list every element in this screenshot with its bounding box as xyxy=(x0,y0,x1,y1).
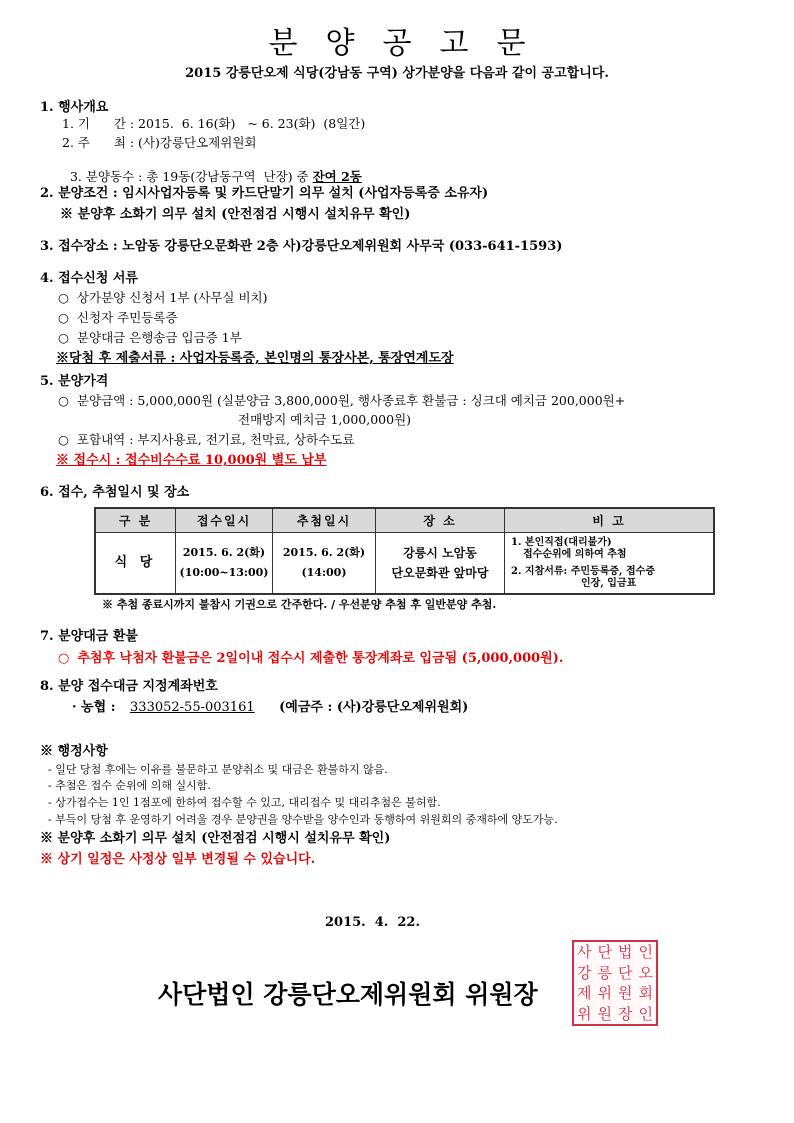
section-5-heading: 5. 분양가격 xyxy=(40,374,109,389)
refund-item: ○ 추첨후 낙첨자 환불금은 2일이내 접수시 제출한 통장계좌로 입금됨 (5,000,000원). xyxy=(58,647,563,666)
remark-line: 1. 본인직접(대리불가) xyxy=(511,536,612,548)
section-1-heading: 1. 행사개요 xyxy=(40,100,109,115)
section-6-heading: 6. 접수, 추첨일시 및 장소 xyxy=(40,485,190,500)
stamp-char: 오 xyxy=(638,963,653,982)
section-7-heading: 7. 분양대금 환불 xyxy=(40,629,138,644)
account-holder: (예금주 : (사)강릉단오제위원회) xyxy=(279,700,469,715)
stamp-char: 인 xyxy=(638,943,653,961)
table-row xyxy=(95,533,714,595)
col-remarks: 비 고 xyxy=(505,508,715,533)
schedule-table xyxy=(94,507,715,595)
host-line: 2. 주 최 : (사)강릉단오제위원회 xyxy=(62,135,257,150)
remark-line: 2. 지참서류: 주민등록증, 접수증 xyxy=(511,565,655,577)
period-line: 1. 기 간 : 2015. 6. 16(화) ~ 6. 23(화) (8일간) xyxy=(62,116,366,131)
admin-note-schedule-change: ※ 상기 일정은 사정상 일부 변경될 수 있습니다. xyxy=(40,852,316,867)
issue-date: 2015. 4. 22. xyxy=(325,915,420,930)
stamp-char: 사 xyxy=(577,943,592,961)
admin-heading: ※ 행정사항 xyxy=(40,744,108,759)
section-2-note: ※ 분양후 소화기 의무 설치 (안전점검 시행시 설치유무 확인) xyxy=(60,207,411,222)
account-number: 333052-55-003161 xyxy=(130,700,255,715)
units-text: 3. 분양동수 : 총 19동(강남동구역 난장) 중 xyxy=(69,169,313,184)
admin-item: - 부득이 당첨 후 운영하기 어려울 경우 분양권을 양수받을 양수인과 동행하여 위원회의 중재하에 양도가능. xyxy=(48,813,558,826)
subtitle: 2015 강릉단오제 식당(강남동 구역) 상가분양을 다음과 같이 공고합니다. xyxy=(185,66,609,81)
cell-draw xyxy=(273,533,376,595)
stamp-char: 원 xyxy=(597,1004,612,1023)
admin-item: - 상가접수는 1인 1점포에 한하여 접수할 수 있고, 대리접수 및 대리추첨은 불허함. xyxy=(48,796,441,809)
stamp-char: 강 xyxy=(577,963,592,982)
cell-reception xyxy=(176,533,273,595)
draw-date: 2015. 6. 2(화) xyxy=(282,546,366,559)
units-line xyxy=(62,152,362,185)
price-continuation: 전매방지 예치금 1,000,000원) xyxy=(238,412,412,427)
admin-item: - 일단 당첨 후에는 이유를 불문하고 분양취소 및 대금은 환불하지 않음. xyxy=(48,763,388,776)
section-8-heading: 8. 분양 접수대금 지정계좌번호 xyxy=(40,679,218,694)
section-3-heading: 3. 접수장소 : 노암동 강릉단오문화관 2층 사)강릉단오제위원회 사무국 (033-641-1593) xyxy=(40,239,563,254)
col-category: 구 분 xyxy=(95,508,176,533)
included-item: ○ 포함내역 : 부지사용료, 전기료, 천막료, 상하수도료 xyxy=(58,430,354,448)
admin-note-extinguisher: ※ 분양후 소화기 의무 설치 (안전점검 시행시 설치유무 확인) xyxy=(40,831,391,846)
page-title: 분양공고문 xyxy=(268,26,554,61)
reception-date: 2015. 6. 2(화) xyxy=(182,546,266,559)
cell-place xyxy=(376,533,505,595)
cell-remarks xyxy=(505,533,715,595)
price-item: ○ 분양금액 : 5,000,000원 (실분양금 3,800,000원, 행사종료후 환불금 : 싱크대 예치금 200,000원+ xyxy=(58,391,625,409)
place-line: 단오문화관 앞마당 xyxy=(391,566,489,580)
section-4-note: ※당첨 후 제출서류 : 사업자등록증, 본인명의 통장사본, 통장연계도장 xyxy=(56,351,454,366)
stamp-char: 장 xyxy=(618,1004,633,1023)
col-place: 장 소 xyxy=(376,508,505,533)
document-item: ○ 상가분양 신청서 1부 (사무실 비치) xyxy=(58,288,268,306)
document-item: ○ 신청자 주민등록증 xyxy=(58,308,178,326)
draw-time: (14:00) xyxy=(301,566,347,579)
remark-line: 인장, 입금표 xyxy=(581,577,637,589)
stamp-char: 제 xyxy=(577,984,592,1002)
bank-label: · 농협 : xyxy=(72,700,116,715)
stamp-char: 원 xyxy=(618,984,633,1002)
place-line: 강릉시 노암동 xyxy=(403,546,477,560)
col-draw: 추첨일시 xyxy=(273,508,376,533)
stamp-char: 단 xyxy=(618,963,633,982)
stamp-char: 인 xyxy=(638,1004,653,1023)
table-header-row xyxy=(95,508,714,533)
stamp-char: 릉 xyxy=(597,963,612,982)
remaining-units: 잔여 2동 xyxy=(312,169,362,184)
stamp-char: 회 xyxy=(638,984,653,1002)
stamp-char: 위 xyxy=(577,1004,592,1023)
stamp-char: 법 xyxy=(618,943,633,961)
stamp-char: 단 xyxy=(597,943,612,961)
remark-line: 접수순위에 의하여 추첨 xyxy=(523,548,627,560)
reception-time: (10:00~13:00) xyxy=(179,566,269,579)
cell-category: 식 당 xyxy=(95,533,176,595)
section-2-heading: 2. 분양조건 : 임시사업자등록 및 카드단말기 의무 설치 (사업자등록증 소유자) xyxy=(40,186,489,201)
fee-note: ※ 접수시 : 접수비수수료 10,000원 별도 납부 xyxy=(56,453,327,468)
signature: 사단법인 강릉단오제위원회 위원장 xyxy=(158,980,538,1009)
section-4-heading: 4. 접수신청 서류 xyxy=(40,271,138,286)
document-item: ○ 분양대금 은행송금 입금증 1부 xyxy=(58,328,242,346)
admin-item: - 추첨은 접수 순위에 의해 실시함. xyxy=(48,779,211,792)
stamp-char: 위 xyxy=(597,984,612,1002)
table-footnote: ※ 추첨 종료시까지 불참시 기권으로 간주한다. / 우선분양 추첨 후 일반분양 추첨. xyxy=(102,598,497,611)
account-line xyxy=(72,696,468,715)
col-reception: 접수일시 xyxy=(176,508,273,533)
official-seal-stamp xyxy=(572,940,658,1026)
